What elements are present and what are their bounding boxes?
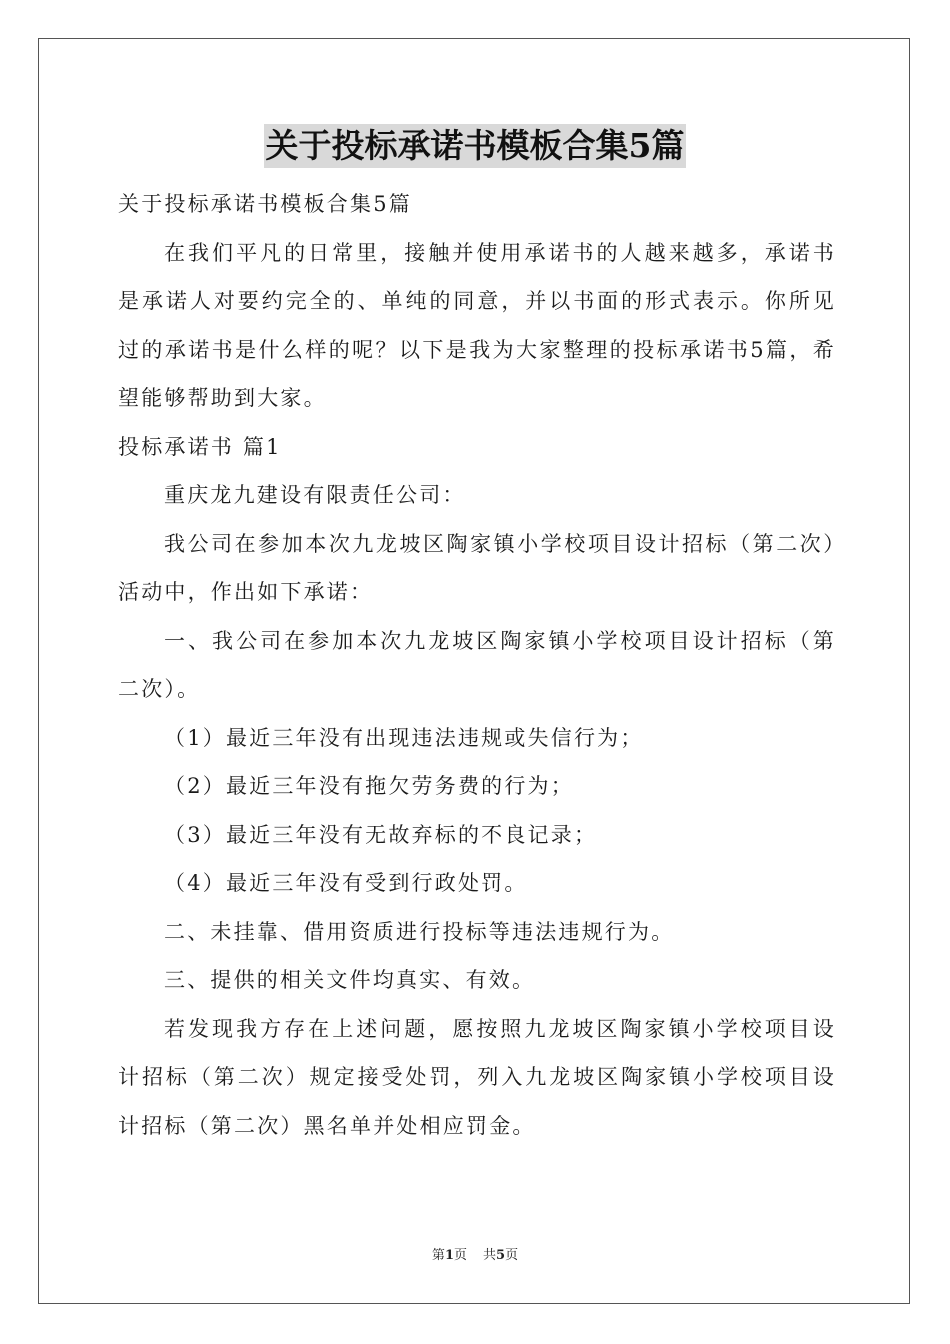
current-page-number: 1 <box>444 1248 454 1263</box>
page-prefix: 第 <box>431 1248 445 1263</box>
title-container <box>0 124 950 168</box>
page-suffix: 页 <box>453 1248 467 1263</box>
list-item: （4）最近三年没有受到行政处罚。 <box>164 871 528 895</box>
document-title: 关于投标承诺书模板合集5篇 <box>264 124 687 168</box>
intro-paragraph: 在我们平凡的日常里，接触并使用承诺书的人越来越多，承诺书是承诺人对要约完全的、单纯的同意，并以书面的形式表示。你所见过的承诺书是什么样的呢？以下是我为大家整理的投标承诺书5篇，希望能够帮助到大家。 <box>118 240 836 410</box>
total-prefix: 共 <box>483 1248 497 1263</box>
clause-one: 一、我公司在参加本次九龙坡区陶家镇小学校项目设计招标（第二次）。 <box>118 628 836 701</box>
list-item: （3）最近三年没有无故弃标的不良记录； <box>164 822 598 847</box>
addressee: 重庆龙九建设有限责任公司： <box>164 483 466 507</box>
clause-three: 三、提供的相关文件均真实、有效。 <box>164 968 536 992</box>
statement-paragraph: 我公司在参加本次九龙坡区陶家镇小学校项目设计招标（第二次）活动中，作出如下承诺： <box>118 531 836 604</box>
page-footer <box>0 1246 950 1266</box>
clause-two: 二、未挂靠、借用资质进行投标等违法违规行为。 <box>164 919 675 944</box>
list-item: （2）最近三年没有拖欠劳务费的行为； <box>164 774 574 798</box>
document-body <box>118 180 836 1150</box>
penalty-paragraph: 若发现我方存在上述问题，愿按照九龙坡区陶家镇小学校项目设计招标（第二次）规定接受处罚，列入九龙坡区陶家镇小学校项目设计招标（第二次）黑名单并处相应罚金。 <box>118 1016 836 1138</box>
section-heading: 投标承诺书 篇1 <box>118 434 282 459</box>
total-suffix: 页 <box>505 1248 519 1263</box>
total-pages-number: 5 <box>496 1248 506 1263</box>
list-item: （1）最近三年没有出现违法违规或失信行为； <box>164 725 644 750</box>
subtitle-line: 关于投标承诺书模板合集5篇 <box>118 192 412 216</box>
